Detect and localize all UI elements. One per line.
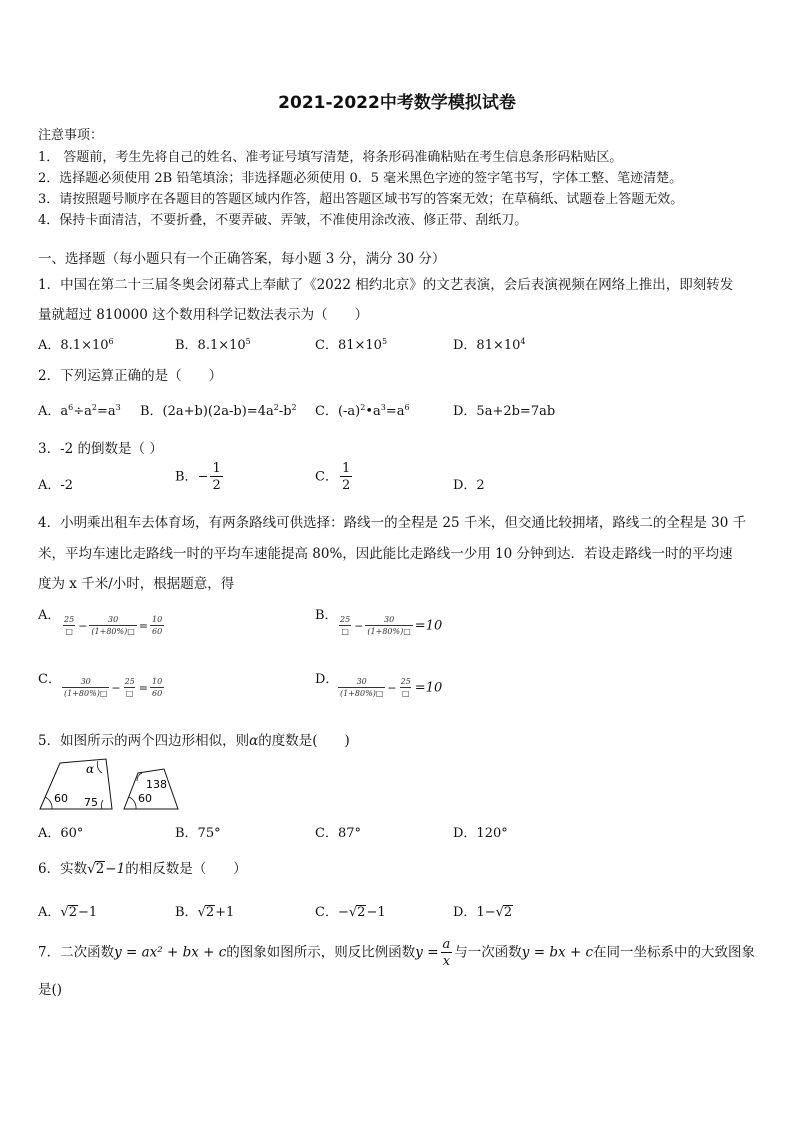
q5-option-a: A．60° (38, 826, 84, 841)
q1-line-1: 1．中国在第二十三届冬奥会闭幕式上奉献了《2022 相约北京》的文艺表演，会后表演视频在网络上推出，即刻转发 (38, 277, 734, 293)
q4-line-3: 度为 x 千米/小时，根据题意，得 (38, 576, 235, 592)
quadrilateral-large (40, 759, 112, 809)
q5-quadrilateral-figure (36, 755, 196, 813)
notes-heading: 注意事项： (38, 128, 104, 143)
q6-option-b: B．√2+1 (175, 905, 235, 920)
q6-option-d: D．1−√2 (453, 905, 513, 920)
q2-stem: 2．下列运算正确的是（ ） (38, 368, 223, 384)
fig-angle-138: 138 (146, 778, 167, 791)
q5-option-c: C．87° (315, 826, 361, 841)
q4-option-d-label: D． (315, 672, 339, 687)
q5-option-b: B．75° (175, 826, 221, 841)
q5-stem: 5．如图所示的两个四边形相似，则α的度数是( ) (38, 733, 350, 749)
q3-option-b: B．− $\frac{1}{2}$ (175, 461, 221, 493)
note-2: 2．选择题必须使用 2B 铅笔填涂；非选择题必须使用 0．5 毫米黑色字迹的签字笔书写，字体工整、笔迹清楚。 (38, 171, 683, 186)
q4-option-d-equation: $\frac{30}{(1+80\%)□}$ − $\frac{25}{□}$ =10 (340, 677, 443, 698)
q4-option-b-label: B． (315, 608, 338, 623)
angle-60b-arc (129, 797, 136, 809)
q6-option-c: C．−√2−1 (315, 905, 386, 920)
q4-option-c-equation: $\frac{30}{(1+80\%)□}$ − $\frac{25}{□}$ = $\frac{10}{60}$ (64, 677, 163, 698)
angle-75-arc (101, 800, 103, 809)
q4-option-a-equation: $\frac{25}{□}$ − $\frac{30}{(1+80\%)□}$ = $\frac{10}{60}$ (64, 615, 163, 636)
q6-option-a: A．√2−1 (38, 905, 98, 920)
q1-line-2: 量就超过 810000 这个数用科学记数法表示为（ ） (38, 307, 369, 323)
angle-60-arc (45, 797, 52, 809)
q2-option-a: A．$a^6\div a^2=a^3$ (38, 403, 121, 419)
q5-option-d: D．120° (453, 826, 508, 841)
note-4: 4．保持卡面清洁，不要折叠，不要弄破、弄皱，不准使用涂改液、修正带、刮纸刀。 (38, 213, 528, 228)
q1-option-c: C．$81\times 10^5$ (315, 337, 388, 353)
q3-stem: 3．-2 的倒数是（ ） (38, 441, 163, 457)
q4-option-c-label: C． (38, 672, 61, 687)
q7-fraction-a-over-x: $\frac{a}{x}$ (442, 937, 451, 969)
q4-line-2: 米，平均车速比走路线一时的平均车速能提高 80%，因此能比走路线一少用 10 分钟到达．若设走路线一时的平均速 (38, 546, 733, 562)
q4-option-b-equation: $\frac{25}{□}$ − $\frac{30}{(1+80\%)□}$ =10 (340, 615, 443, 636)
section-heading: 一、选择题（每小题只有一个正确答案，每小题 3 分，满分 30 分） (38, 251, 446, 267)
fig-alpha-label: α (86, 762, 95, 776)
q4-option-a-label: A． (38, 608, 61, 623)
fig-angle-60b: 60 (138, 792, 152, 805)
q1-option-b: B．$8.1\times 10^5$ (175, 337, 251, 353)
q1-option-d: D．$81\times 10^4$ (453, 337, 526, 353)
q7-line-1: 7．二次函数y = ax² + bx + c的图象如图所示，则反比例函数y = $\frac{a}{x}$ 与一次函数y = bx + c在同一坐标系中的大致图象 (38, 937, 756, 969)
alpha-arc (97, 761, 102, 773)
q7-line-2: 是() (38, 982, 63, 998)
page-title: 2021-2022中考数学模拟试卷 (278, 93, 516, 113)
note-3: 3．请按照题号顺序在各题目的答题区域内作答，超出答题区域书写的答案无效；在草稿纸、试题卷上答题无效。 (38, 192, 684, 207)
fig-angle-75: 75 (84, 796, 98, 809)
q6-stem: 6．实数√2−1的相反数是（ ） (38, 861, 247, 877)
note-1: 1． 答题前，考生先将自己的姓名、准考证号填写清楚，将条形码准确粘贴在考生信息条形码粘贴区。 (38, 150, 623, 165)
q4-line-1: 4．小明乘出租车去体育场，有两条路线可供选择：路线一的全程是 25 千米，但交通比较拥堵，路线二的全程是 30 千 (38, 515, 747, 531)
q2-option-d: D．5a+2b=7ab (453, 404, 556, 419)
q2-option-b: B．$(2a+b)(2a-b)=4a^2-b^2$ (140, 403, 297, 419)
q3-option-c: C． $\frac{1}{2}$ (315, 461, 351, 493)
q2-option-c: C．$(-a)^2•a^3=a^6$ (315, 403, 410, 419)
q1-option-a: A．$8.1\times 10^6$ (38, 337, 114, 353)
q3-b-fraction: $\frac{1}{2}$ (212, 461, 221, 493)
q3-option-d: D．2 (453, 478, 485, 493)
fig-angle-60: 60 (54, 792, 68, 805)
q3-c-fraction: $\frac{1}{2}$ (341, 461, 351, 493)
q3-option-a: A．-2 (38, 478, 74, 493)
